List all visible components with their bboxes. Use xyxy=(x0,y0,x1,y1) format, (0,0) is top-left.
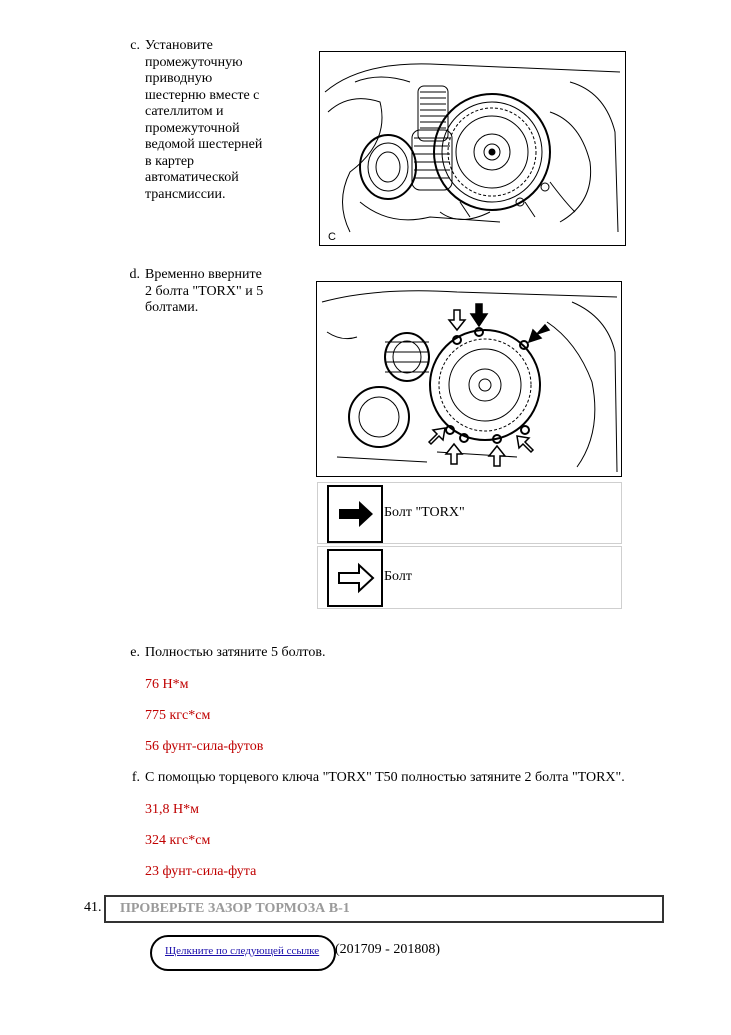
outline-arrow-icon xyxy=(446,444,462,464)
section-heading: ПРОВЕРЬТЕ ЗАЗОР ТОРМОЗА B-1 xyxy=(120,901,350,916)
step-e-text: Полностью затяните 5 болтов. xyxy=(145,645,326,660)
step-c-line: Установите xyxy=(145,38,213,53)
section-heading-box[interactable] xyxy=(104,895,664,923)
legend-row-bolt xyxy=(317,546,622,609)
legend-label: Болт xyxy=(384,569,412,584)
legend-label: Болт "TORX" xyxy=(384,505,465,520)
step-c-line: трансмиссии. xyxy=(145,186,226,202)
step-f-text: С помощью торцевого ключа "TORX" T50 полностью затяните 2 болта "TORX". xyxy=(145,770,625,785)
solid-arrow-icon xyxy=(471,304,487,326)
next-link[interactable]: Щелкните по следующей ссылке xyxy=(165,945,320,957)
step-c-line: автоматической xyxy=(145,170,239,185)
step-e-letter: e. xyxy=(130,645,140,660)
step-c-line: промежуточную xyxy=(145,54,243,70)
step-d-letter: d. xyxy=(129,267,140,282)
torque-value: 31,8 Н*м xyxy=(145,802,199,817)
outline-arrow-icon xyxy=(517,436,533,452)
torque-value: 23 фунт-сила-фута xyxy=(145,864,257,879)
torque-value: 56 фунт-сила-футов xyxy=(145,739,264,754)
link-date-range: (201709 - 201808) xyxy=(335,942,440,957)
torque-value: 76 Н*м xyxy=(145,677,189,692)
step-c-text xyxy=(145,38,315,203)
step-c-line: сателлитом и xyxy=(145,104,224,119)
figure-c-illustration xyxy=(319,51,626,246)
figure-c-label: C xyxy=(328,231,336,243)
step-f-letter: f. xyxy=(131,770,140,785)
section-number: 41. xyxy=(84,900,102,915)
step-d-line: болтами. xyxy=(145,300,199,315)
bolt-location-drawing xyxy=(317,282,621,476)
outline-arrow-icon xyxy=(327,549,383,607)
solid-arrow-icon xyxy=(529,325,549,342)
step-c-letter: c. xyxy=(130,38,140,53)
step-c-line: приводную xyxy=(145,71,213,86)
solid-arrow-icon xyxy=(327,485,383,543)
step-c-line: ведомой шестерней xyxy=(145,137,263,152)
step-d-text xyxy=(145,267,315,317)
transmission-gear-drawing xyxy=(320,52,625,245)
step-d-line: Временно вверните xyxy=(145,267,262,282)
outline-arrow-icon xyxy=(489,446,505,466)
outline-arrow-icon xyxy=(449,310,465,330)
step-c-line: промежуточной xyxy=(145,120,240,136)
step-c-line: в картер xyxy=(145,153,195,169)
torque-value: 775 кгс*см xyxy=(145,708,211,723)
torque-value: 324 кгс*см xyxy=(145,833,211,848)
step-c-line: шестерню вместе с xyxy=(145,87,260,103)
next-link-pill[interactable] xyxy=(150,935,336,971)
figure-d-illustration xyxy=(316,281,622,477)
step-d-line: 2 болта "TORX" и 5 xyxy=(145,283,264,299)
outline-arrow-icon xyxy=(429,428,445,444)
legend-row-torx xyxy=(317,482,622,544)
